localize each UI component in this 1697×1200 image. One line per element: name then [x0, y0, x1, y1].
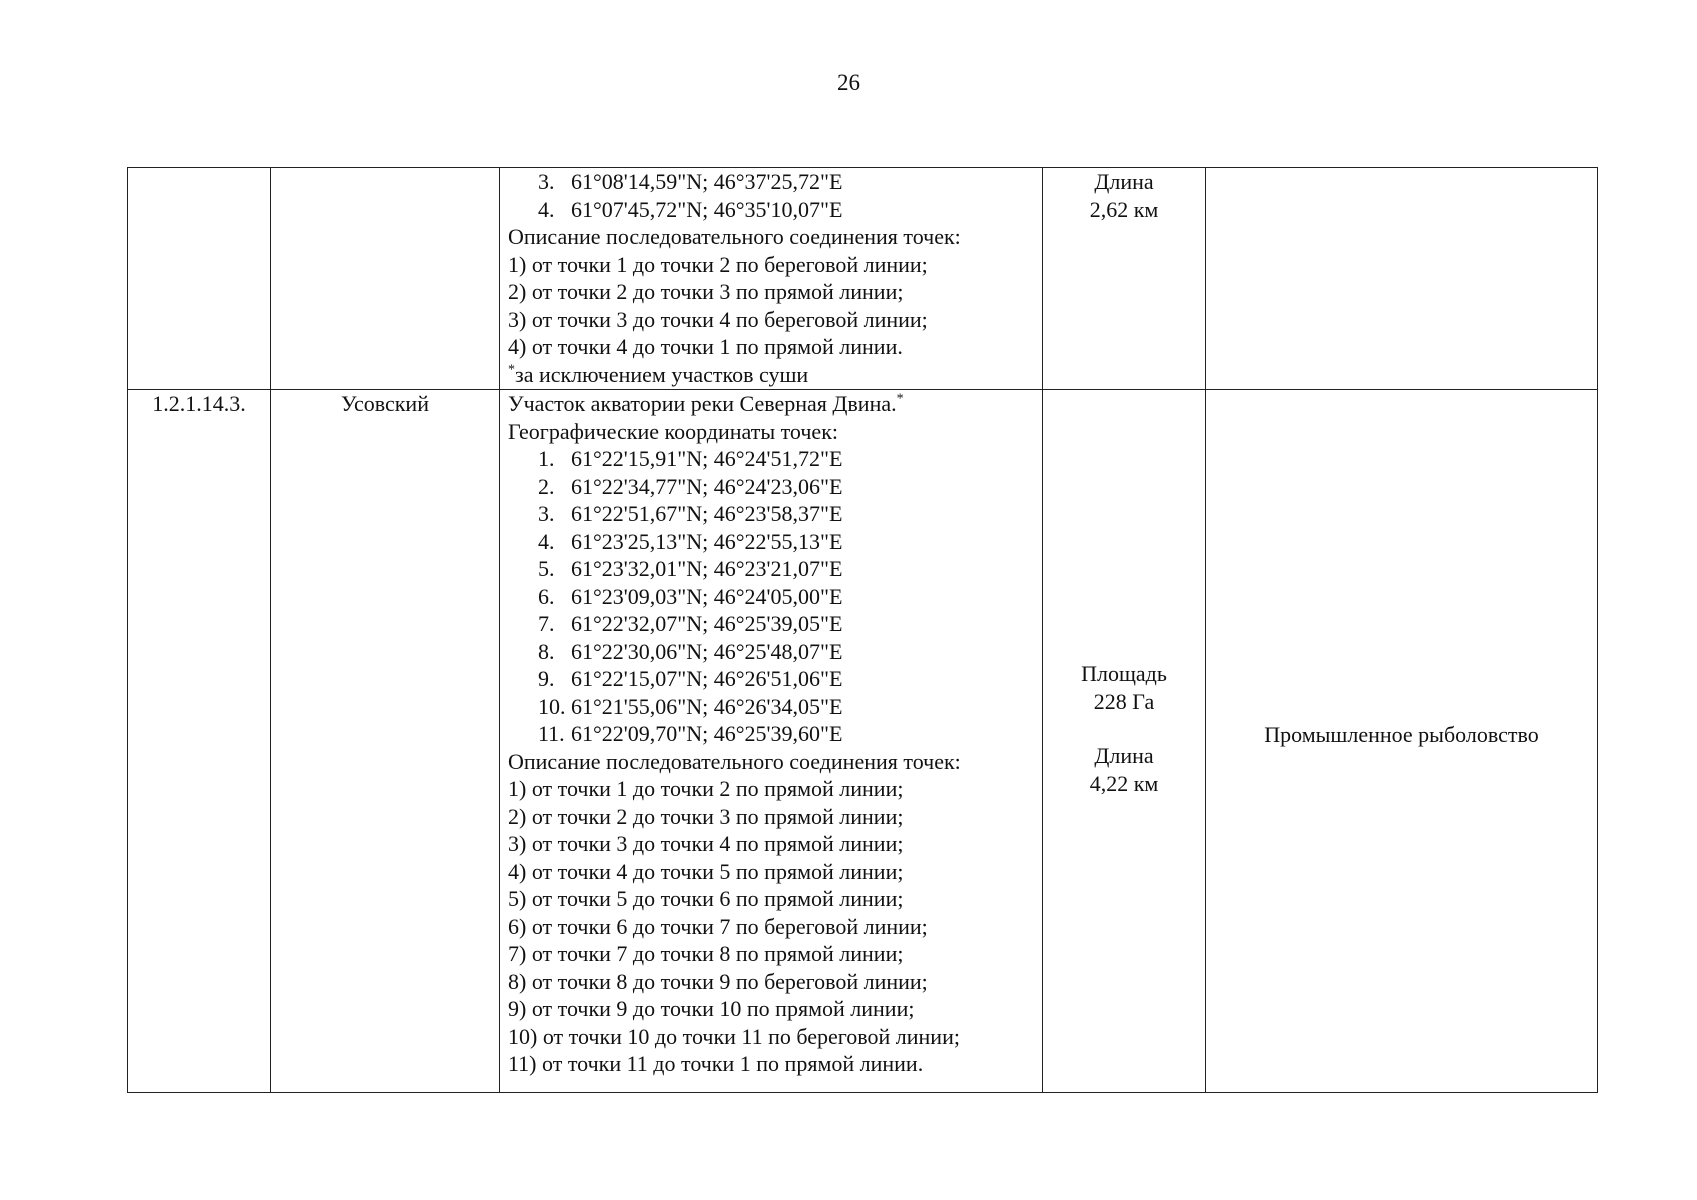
coord-point	[508, 528, 1034, 556]
table-row	[128, 390, 1598, 1093]
footnote-mark: *	[508, 362, 515, 378]
connection-line: 1) от точки 1 до точки 2 по береговой линии;	[508, 251, 928, 277]
coord-point	[508, 693, 1034, 721]
point-coords: 61°23'09,03"N; 46°24'05,00"E	[571, 583, 843, 609]
length-value: 4,22 км	[1089, 770, 1159, 796]
connection-line: 11) от точки 11 до точки 1 по прямой линии.	[508, 1051, 924, 1076]
zone-title-text: Участок акватории реки Северная Двина.	[508, 391, 897, 416]
footnote-mark: *	[896, 391, 904, 407]
connection-line: 3) от точки 3 до точки 4 по прямой линии;	[508, 831, 904, 856]
footnote	[508, 361, 1034, 389]
coord-point	[508, 445, 1034, 473]
area-value: 228 Га	[1093, 688, 1155, 714]
point-coords: 61°22'51,67"N; 46°23'58,37"E	[571, 501, 843, 526]
coord-point	[508, 196, 1034, 224]
connection-line: 6) от точки 6 до точки 7 по береговой линии;	[508, 913, 928, 939]
connection-line: 3) от точки 3 до точки 4 по береговой линии;	[508, 306, 928, 332]
connection-title: Описание последовательного соединения точек:	[508, 224, 961, 249]
zone-usage-cell	[1206, 168, 1598, 390]
point-number: 8.	[538, 638, 555, 664]
connection-line: 4) от точки 4 до точки 1 по прямой линии.	[508, 334, 903, 359]
point-coords: 61°07'45,72"N; 46°35'10,07"E	[571, 196, 843, 222]
point-number: 3.	[538, 169, 555, 194]
coords-title: Географические координаты точек:	[508, 418, 838, 444]
point-coords: 61°22'32,07"N; 46°25'39,05"E	[571, 611, 843, 636]
point-coords: 61°22'15,07"N; 46°26'51,06"E	[571, 666, 843, 691]
connection-line: 2) от точки 2 до точки 3 по прямой линии;	[508, 803, 904, 829]
zone-description-cell	[500, 168, 1043, 390]
zone-name-cell	[271, 390, 500, 1093]
zone-description-cell	[500, 390, 1043, 1093]
point-coords: 61°21'55,06"N; 46°26'34,05"E	[571, 693, 843, 719]
coord-point	[508, 555, 1034, 583]
zone-name-cell	[271, 168, 500, 390]
connection-line: 9) от точки 9 до точки 10 по прямой линии;	[508, 996, 915, 1021]
area-label: Площадь	[1081, 661, 1167, 686]
point-number: 7.	[538, 611, 555, 636]
point-number: 5.	[538, 556, 555, 581]
point-number: 1.	[538, 446, 555, 471]
point-coords: 61°22'30,06"N; 46°25'48,07"E	[571, 638, 843, 664]
length-label: Длина	[1094, 743, 1154, 768]
point-number: 2.	[538, 473, 555, 499]
zone-title	[508, 390, 1034, 418]
point-number: 3.	[538, 501, 555, 526]
coord-point	[508, 583, 1034, 611]
connection-line: 1) от точки 1 до точки 2 по прямой линии;	[508, 776, 904, 801]
point-number: 11.	[538, 721, 565, 746]
usage-text: Промышленное рыболовство	[1264, 722, 1539, 748]
connection-line: 10) от точки 10 до точки 11 по береговой линии;	[508, 1023, 960, 1049]
zone-size-cell	[1043, 168, 1206, 390]
connection-line: 8) от точки 8 до точки 9 по береговой линии;	[508, 968, 928, 994]
footnote-text: за исключением участков суши	[515, 361, 809, 387]
point-coords: 61°08'14,59"N; 46°37'25,72"E	[571, 169, 843, 194]
point-number: 9.	[538, 666, 555, 691]
zone-code-cell	[128, 390, 271, 1093]
connection-line: 4) от точки 4 до точки 5 по прямой линии;	[508, 858, 904, 884]
point-number: 4.	[538, 196, 555, 222]
connection-line: 7) от точки 7 до точки 8 по прямой линии;	[508, 941, 904, 966]
zone-code-cell	[128, 168, 271, 390]
point-number: 10.	[538, 693, 566, 719]
point-coords: 61°22'15,91"N; 46°24'51,72"E	[571, 446, 843, 471]
coord-point	[508, 473, 1034, 501]
zone-size-cell	[1043, 390, 1206, 1093]
coord-point	[508, 168, 1034, 196]
zones-table	[127, 167, 1598, 1093]
point-coords: 61°23'32,01"N; 46°23'21,07"E	[571, 556, 843, 581]
coord-point	[508, 638, 1034, 666]
table-row	[128, 168, 1598, 390]
connection-line: 5) от точки 5 до точки 6 по прямой линии;	[508, 886, 904, 911]
point-number: 6.	[538, 583, 555, 609]
point-number: 4.	[538, 528, 555, 554]
page-number: 26	[837, 70, 860, 95]
coord-point	[508, 500, 1034, 528]
coord-point	[508, 720, 1034, 748]
point-coords: 61°23'25,13"N; 46°22'55,13"E	[571, 528, 843, 554]
zone-name: Усовский	[341, 391, 429, 416]
coord-point	[508, 665, 1034, 693]
length-value: 2,62 км	[1089, 196, 1159, 222]
connection-title: Описание последовательного соединения точек:	[508, 748, 961, 774]
length-label: Длина	[1094, 169, 1154, 194]
zone-code: 1.2.1.14.3.	[152, 391, 246, 416]
point-coords: 61°22'34,77"N; 46°24'23,06"E	[571, 473, 843, 499]
coord-point	[508, 610, 1034, 638]
point-coords: 61°22'09,70"N; 46°25'39,60"E	[571, 721, 843, 746]
connection-line: 2) от точки 2 до точки 3 по прямой линии;	[508, 279, 904, 304]
zone-usage-cell	[1206, 390, 1598, 1093]
